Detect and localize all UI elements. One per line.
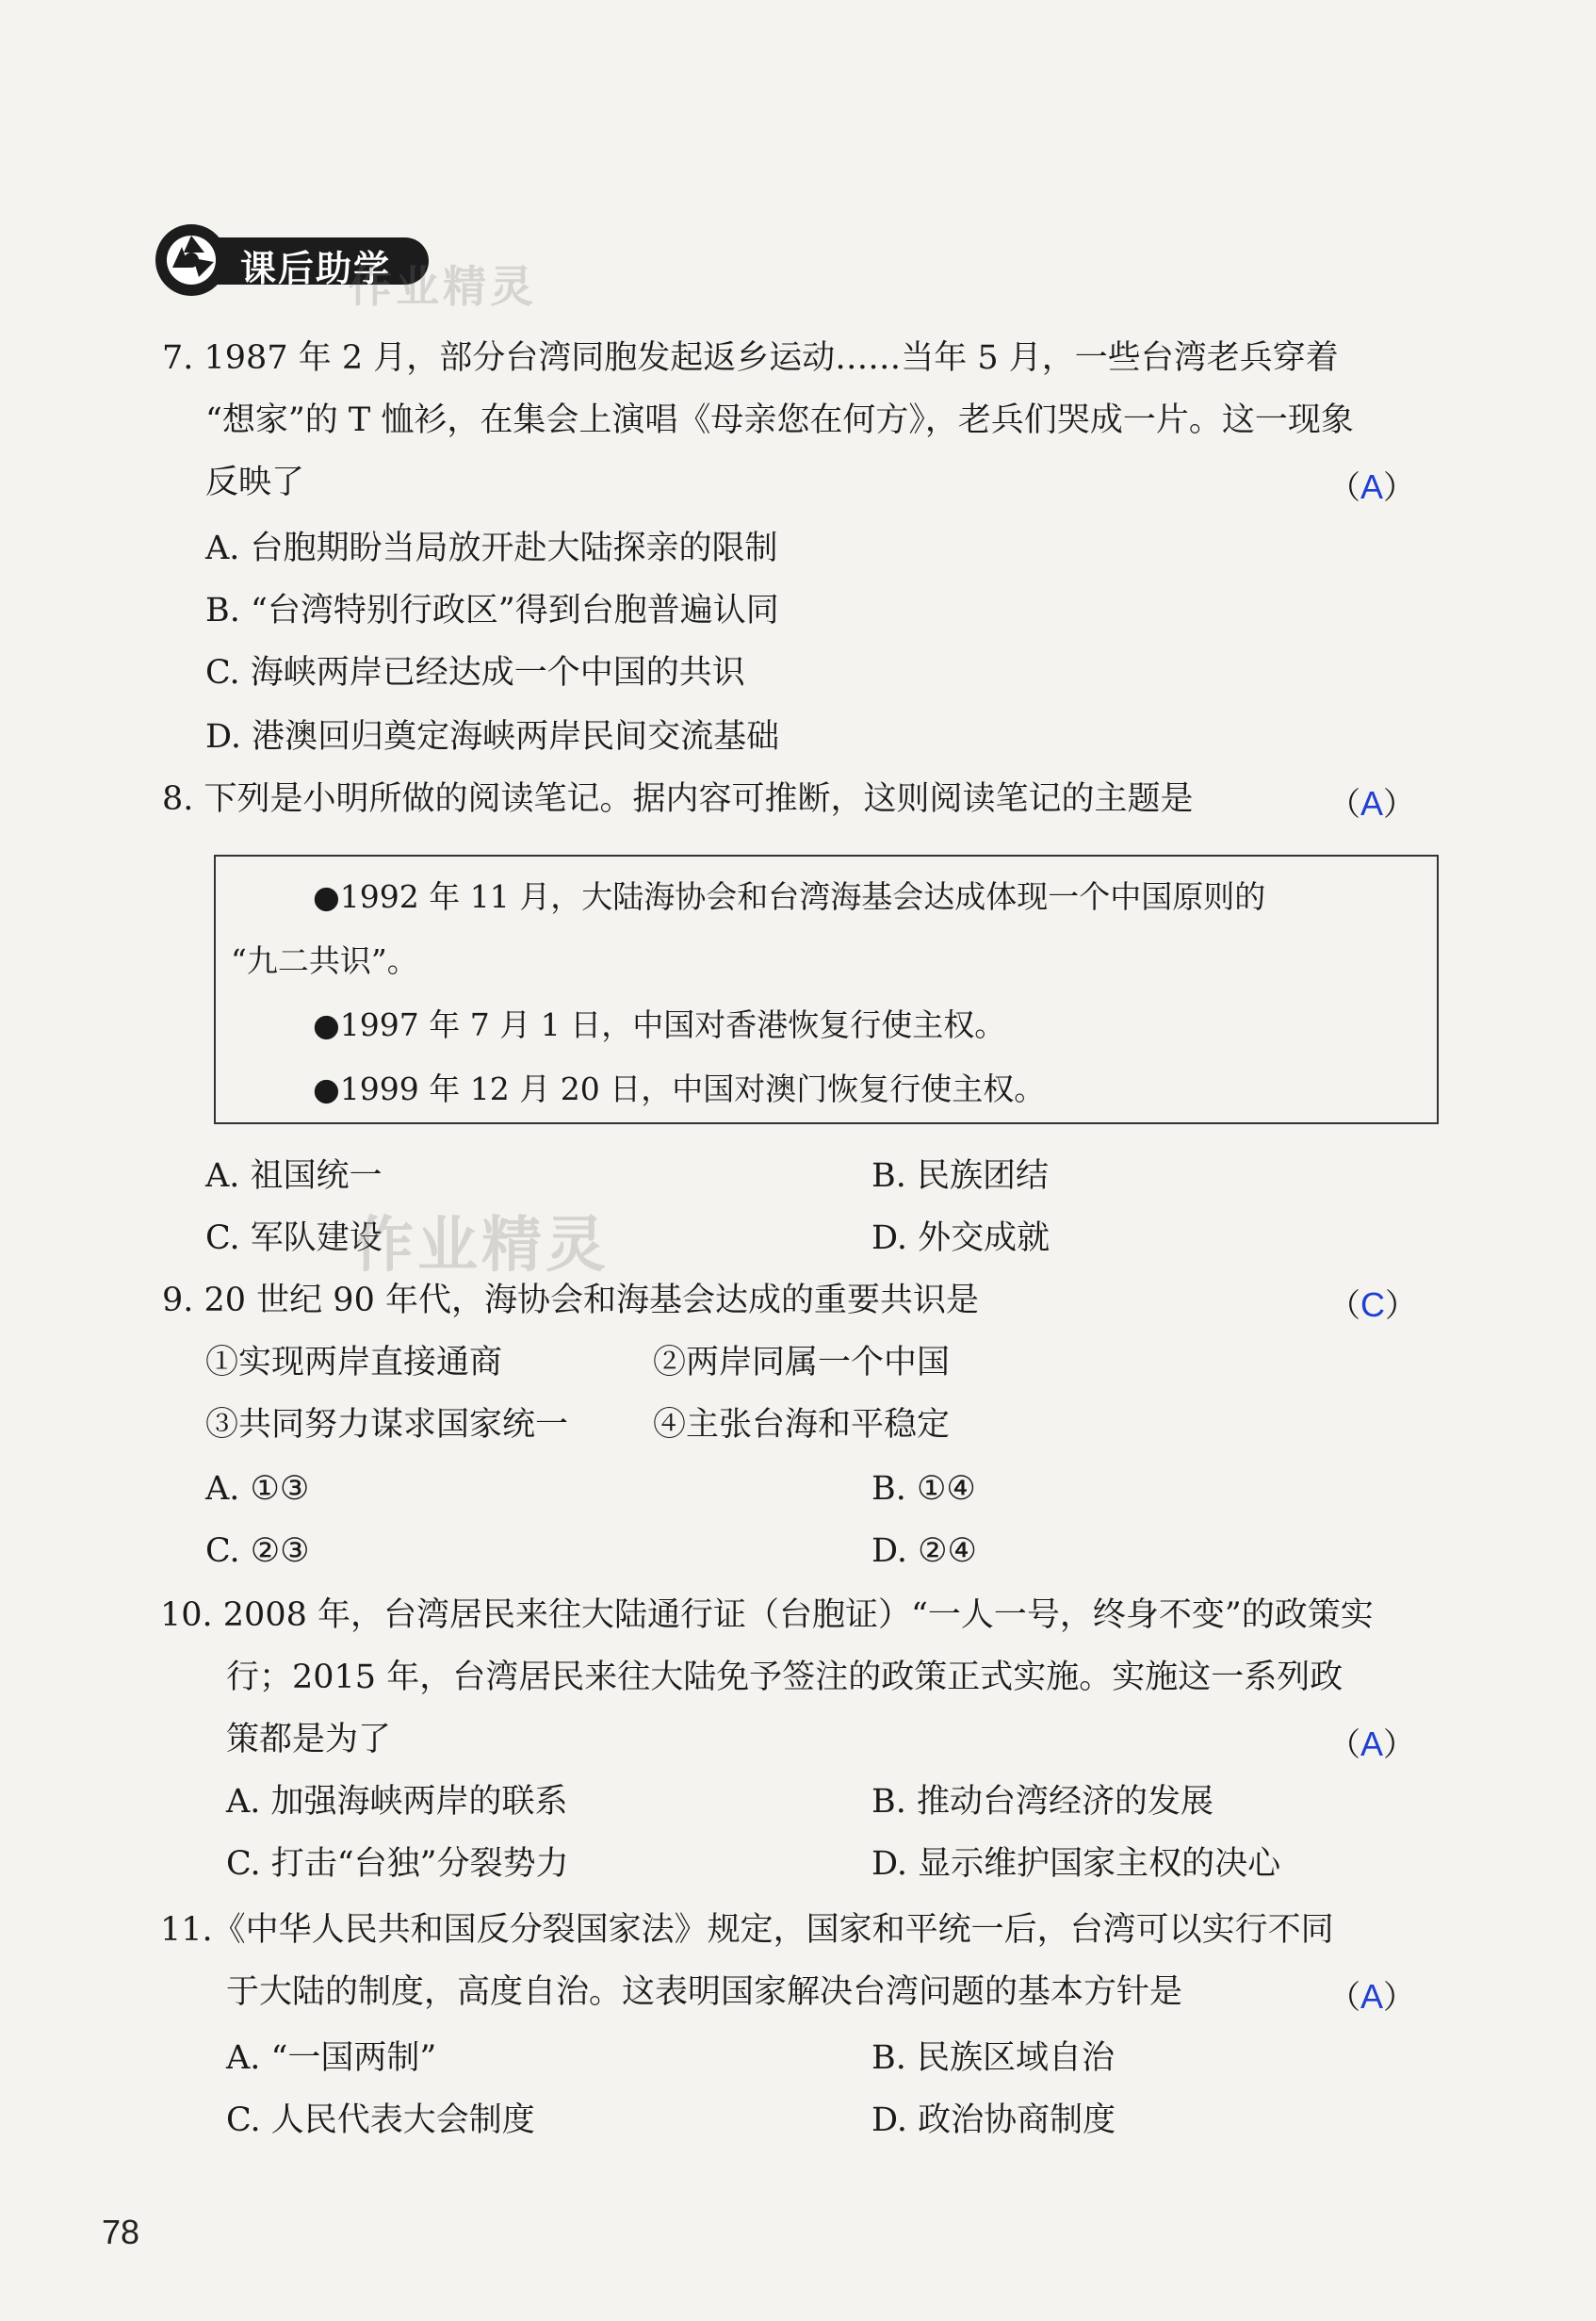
q9-option-c: C. ②③ [205,1532,310,1570]
q9-stem: 9. 20 世纪 90 年代，海协会和海基会达成的重要共识是 [162,1282,979,1319]
note-1: ●1992 年 11 月，大陆海协会和台湾海基会达成体现一个中国原则的 [313,878,1266,915]
q9-option-d: D. ②④ [871,1532,977,1570]
q10-option-b: B. 推动台湾经济的发展 [871,1783,1213,1821]
q11-option-d: D. 政治协商制度 [871,2101,1116,2139]
q11-option-a: A. “一国两制” [226,2039,437,2077]
q9-option-a: A. ①③ [205,1470,310,1508]
q11-answer: A [1360,1977,1384,2016]
q9-item-1: ①实现两岸直接通商 [205,1344,503,1381]
q10-option-a: A. 加强海峡两岸的联系 [226,1783,568,1821]
q9-item-4: ④主张台海和平稳定 [653,1406,951,1444]
q9-answer: C [1360,1285,1385,1324]
q9-item-2: ②两岸同属一个中国 [653,1344,951,1381]
q10-answer: A [1360,1724,1384,1763]
note-1-cont: “九二共识”。 [231,942,418,979]
q7-line-1: 7. 1987 年 2 月，部分台湾同胞发起返乡运动……当年 5 月，一些台湾老兵穿着 [162,339,1339,377]
q7-answer-bracket: （A） [1328,467,1416,507]
q10-answer-bracket: （A） [1328,1724,1416,1764]
q7-option-c: C. 海峡两岸已经达成一个中国的共识 [205,654,745,692]
q9-option-b: B. ①④ [871,1470,976,1508]
q7-line-2: “想家”的 T 恤衫，在集会上演唱《母亲您在何方》，老兵们哭成一片。这一现象 [205,401,1354,439]
q11-line-2: 于大陆的制度，高度自治。这表明国家解决台湾问题的基本方针是 [226,1973,1183,2011]
q8-option-d: D. 外交成就 [871,1219,1050,1257]
q10-line-1: 10. 2008 年，台湾居民来往大陆通行证（台胞证）“一人一号，终身不变”的政策实 [160,1596,1374,1634]
q7-option-d: D. 港澳回归奠定海峡两岸民间交流基础 [205,718,780,756]
watermark-top: 作业精灵 [349,261,537,312]
q8-option-c: C. 军队建设 [205,1219,383,1257]
q7-option-a: A. 台胞期盼当局放开赴大陆探亲的限制 [205,530,778,567]
aperture-icon [155,224,227,296]
q10-option-c: C. 打击“台独”分裂势力 [226,1845,569,1883]
note-2: ●1997 年 7 月 1 日，中国对香港恢复行使主权。 [313,1006,1006,1043]
q10-line-3: 策都是为了 [226,1721,392,1758]
q8-option-a: A. 祖国统一 [205,1157,383,1195]
page-number: 78 [102,2213,140,2251]
section-title: 课后助学 [240,248,392,289]
q11-option-b: B. 民族区域自治 [871,2039,1115,2077]
q9-item-3: ③共同努力谋求国家统一 [205,1406,569,1444]
q8-stem: 8. 下列是小明所做的阅读笔记。据内容可推断，这则阅读笔记的主题是 [162,780,1194,818]
q11-answer-bracket: （A） [1328,1977,1416,2017]
q7-option-b: B. “台湾特别行政区”得到台胞普遍认同 [205,592,779,629]
note-3: ●1999 年 12 月 20 日，中国对澳门恢复行使主权。 [313,1071,1046,1107]
q7-line-3: 反映了 [205,464,305,501]
q10-option-d: D. 显示维护国家主权的决心 [871,1845,1281,1883]
q9-answer-bracket: （C） [1328,1285,1417,1325]
q11-option-c: C. 人民代表大会制度 [226,2101,535,2139]
q10-line-2: 行；2015 年，台湾居民来往大陆免予签注的政策正式实施。实施这一系列政 [226,1659,1344,1696]
watermark-middle: 作业精灵 [353,1211,610,1281]
q8-answer: A [1360,784,1384,823]
q8-option-b: B. 民族团结 [871,1157,1049,1195]
q8-answer-bracket: （A） [1328,784,1416,824]
q11-line-1: 11.《中华人民共和国反分裂国家法》规定，国家和平统一后，台湾可以实行不同 [160,1911,1334,1949]
q7-answer: A [1360,467,1384,506]
